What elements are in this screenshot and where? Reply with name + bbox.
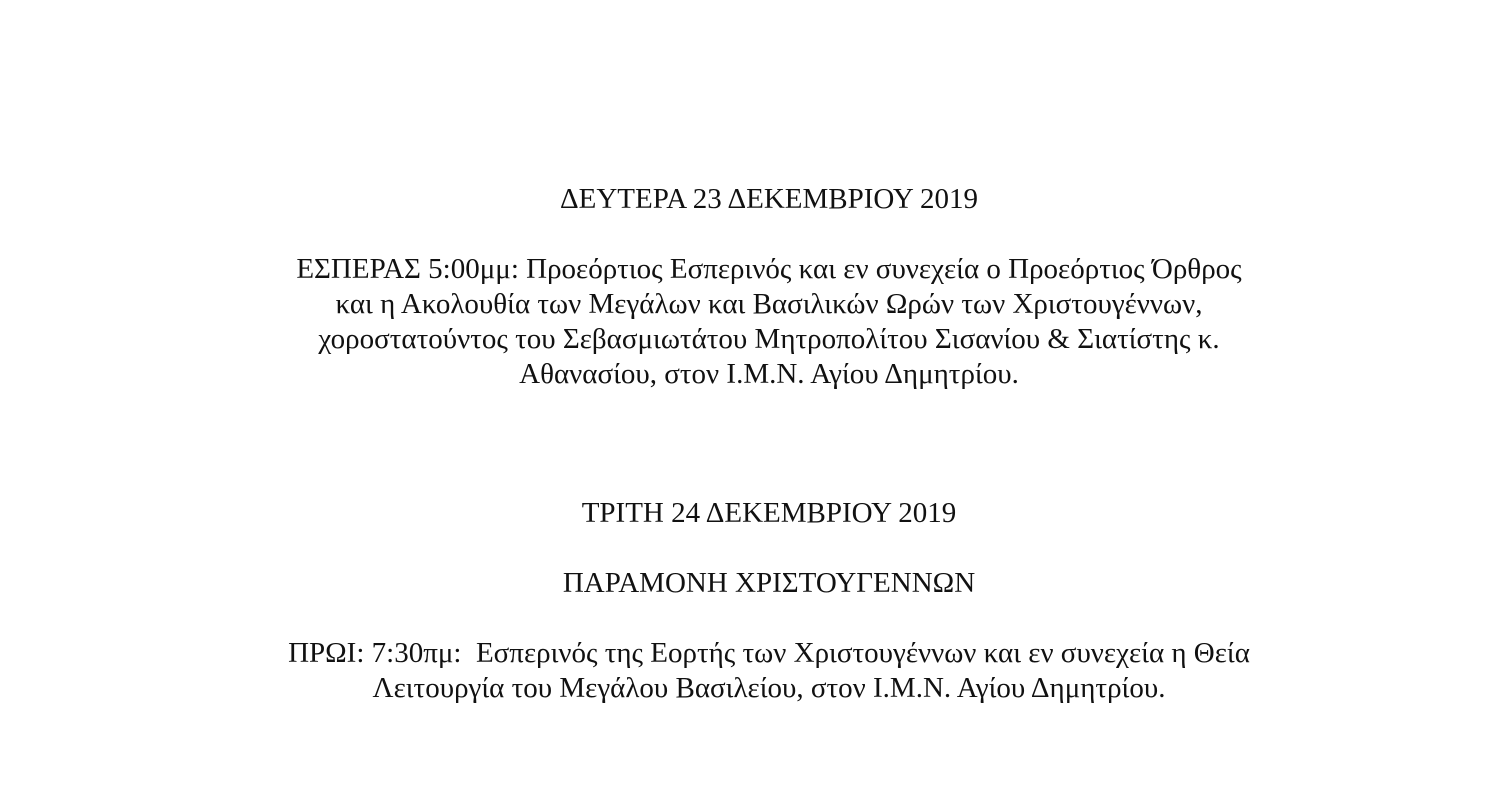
day2-subheading: ΠΑΡΑΜΟΝΗ ΧΡΙΣΤΟΥΓΕΝΝΩΝ (562, 567, 976, 599)
day1-text-line-2: και η Ακολουθία των Μεγάλων και Βασιλικών Ωρών των Χριστουγέννων, (335, 288, 1203, 320)
day2-text-line-2: Λειτουργία του Μεγάλου Βασιλείου, στον Ι.Μ.Ν. Αγίου Δημητρίου. (372, 672, 1166, 704)
day1-text-line-1: ΕΣΠΕΡΑΣ 5:00μμ: Προεόρτιος Εσπερινός και εν συνεχεία ο Προεόρτιος Όρθρος (296, 253, 1242, 285)
day1-text-line-4: Αθανασίου, στον Ι.Μ.Ν. Αγίου Δημητρίου. (519, 358, 1019, 390)
day1-text-line-3: χοροστατούντος του Σεβασμιωτάτου Μητροπολίτου Σισανίου & Σιατίστης κ. (318, 323, 1220, 355)
day1-heading: ΔΕΥΤΕΡΑ 23 ΔΕΚΕΜΒΡΙΟΥ 2019 (559, 183, 979, 215)
day2-heading: ΤΡΙΤΗ 24 ΔΕΚΕΜΒΡΙΟΥ 2019 (581, 497, 957, 529)
day2-text-line-1: ΠΡΩΙ: 7:30πμ: Εσπερινός της Εορτής των Χριστουγέννων και εν συνεχεία η Θεία (288, 637, 1250, 669)
